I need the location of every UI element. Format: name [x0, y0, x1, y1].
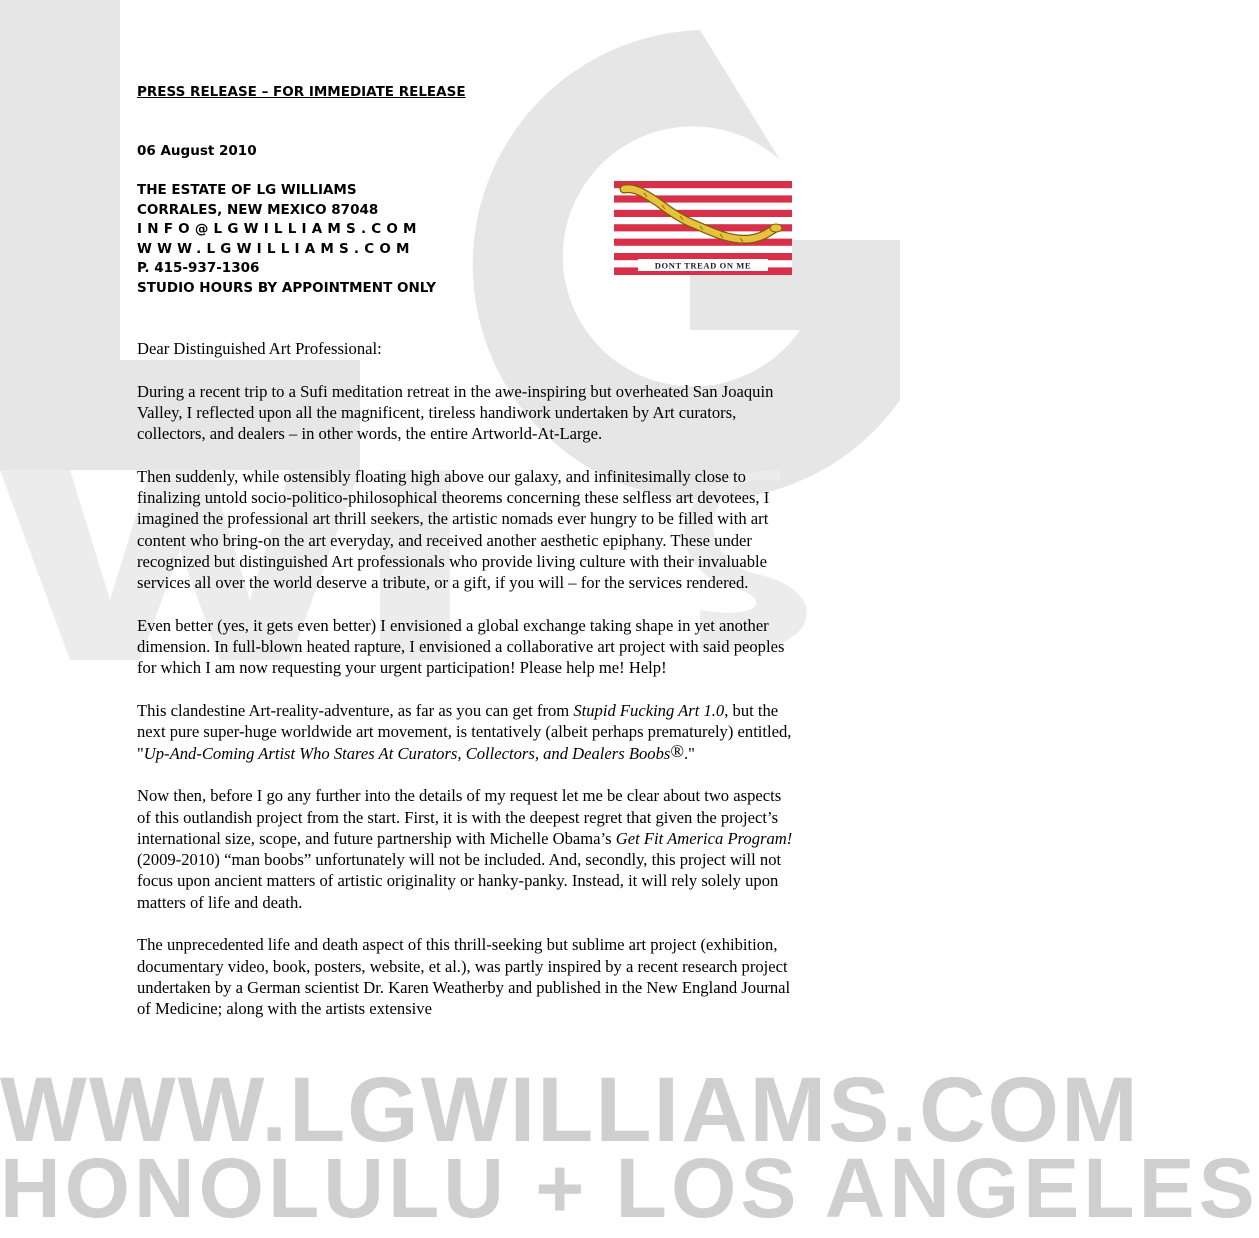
contact-email[interactable]: INFO@LGWILLIAMS.COM [137, 221, 422, 238]
salutation: Dear Distinguished Art Professional: [137, 339, 382, 358]
estate-location: CORRALES, NEW MEXICO 87048 [137, 201, 379, 218]
paragraph-2: Then suddenly, while ostensibly floating high above our galaxy, and infinitesimally close to finalizing untold socio-politico-philosophical theorems concerning these selfless art devotees, I imagined the professional art thrill seekers, the artistic nomads ever hungry to be filled with art content who bring-on the art everyday, and received another aesthetic epiphany. These under recognized but distinguished Art professionals who provide living culture with their invaluable services all over the world deserve a tribute, or a gift, if you will – for the services rendered. [137, 466, 770, 593]
release-date: 06 August 2010 [137, 143, 257, 159]
contact-block [137, 181, 436, 299]
dont-tread-on-me-flag-icon [614, 181, 792, 275]
letter-body [137, 338, 797, 1041]
contact-website[interactable]: WWW.LGWILLIAMS.COM [137, 240, 415, 257]
paragraph-5: Now then, before I go any further into the details of my request let me be clear about two aspects of this outlandish project from the start. First, it is with the deepest regret that given the project’s international size, scope, and future partnership with Michelle Obama’s Get Fit America Program! (2009-2010) “man boobs” unfortunately will not be included. And, secondly, this project will not focus upon ancient matters of artistic originality or hanky-panky. Instead, it will rely solely upon matters of life and death. [137, 786, 793, 912]
studio-hours: STUDIO HOURS BY APPOINTMENT ONLY [137, 279, 437, 296]
watermark-website: WWW.LGWILLIAMS.COM [0, 1059, 1140, 1161]
estate-name: THE ESTATE OF LG WILLIAMS [137, 182, 357, 198]
contact-phone: P. 415-937-1306 [137, 260, 260, 277]
press-release-title: PRESS RELEASE – FOR IMMEDIATE RELEASE [137, 84, 466, 100]
paragraph-6: The unprecedented life and death aspect of this thrill-seeking but sublime art project (exhibition, documentary video, book, posters, website, et al.), was partly inspired by a recent research project undertaken by a German scientist Dr. Karen Weatherby and published in the New England Journal of Medicine; along with the artists extensive [137, 935, 791, 1019]
watermark-cities: HONOLULU + LOS ANGELES [0, 1141, 1259, 1235]
flag-motto: DONT TREAD ON ME [654, 260, 752, 271]
paragraph-1: During a recent trip to a Sufi meditation retreat in the awe-inspiring but overheated San Joaquin Valley, I reflected upon all the magnificent, tireless handiwork undertaken by Art curators, collectors, and dealers – in other words, the entire Artworld-At-Large. [137, 381, 774, 444]
paragraph-4: This clandestine Art-reality-adventure, as far as you can get from Stupid Fucking Art 1.0, but the next pure super-huge worldwide art movement, is tentatively (albeit perhaps prematurely) entitled, "Up-And-Coming Artist Who Stares At Curators, Collectors, and Dealers Boobs®." [137, 701, 792, 763]
paragraph-3: Even better (yes, it gets even better) I envisioned a global exchange taking shape in yet another dimension. In full-blown heated rapture, I envisioned a collaborative art project with said peoples for which I am now requesting your urgent participation! Please help me! Help! [137, 615, 785, 678]
